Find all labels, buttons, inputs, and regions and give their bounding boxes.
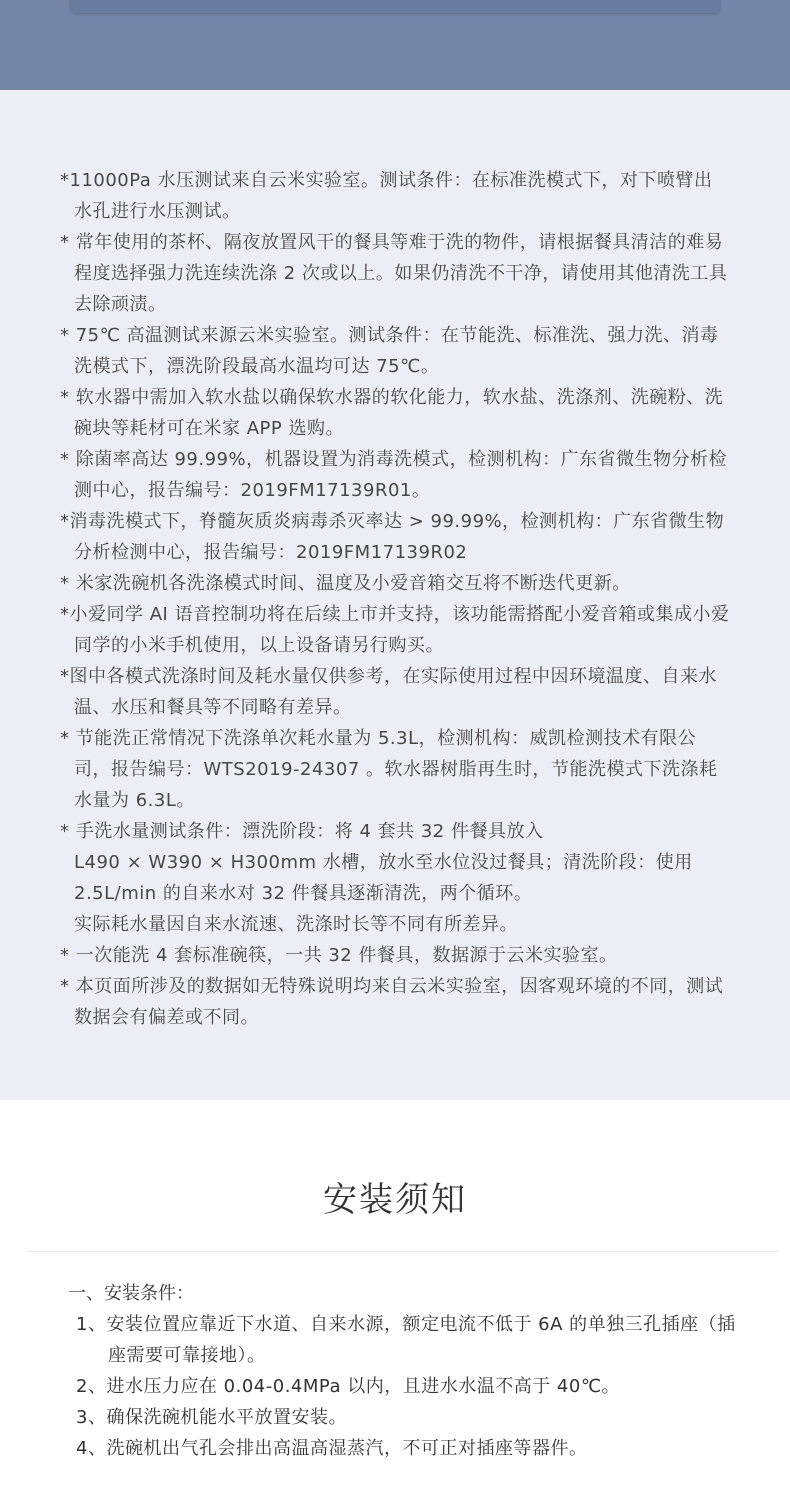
condition-item: 2、进水压力应在 0.04-0.4MPa 以内，且进水水温不高于 40℃。 bbox=[76, 1376, 621, 1397]
condition-item: 1、安装位置应靠近下水道、自来水源，额定电流不低于 6A 的单独三孔插座（插座需要可靠接地）。 bbox=[76, 1314, 736, 1366]
footnote-item: * 米家洗碗机各洗涤模式时间、温度及小爱音箱交互将不断迭代更新。 bbox=[60, 573, 631, 594]
footnote-item: * 本页面所涉及的数据如无特殊说明均来自云米实验室，因客观环境的不同，测试数据会有偏差或不同。 bbox=[60, 976, 724, 1028]
footnote-item: * 75℃ 高温测试来源云米实验室。测试条件：在节能洗、标准洗、强力洗、消毒洗模式下，漂洗阶段最高水温均可达 75℃。 bbox=[60, 325, 719, 377]
footnote-item: *图中各模式洗涤时间及耗水量仅供参考，在实际使用过程中因环境温度、自来水温、水压和餐具等不同略有差异。 bbox=[60, 666, 717, 718]
condition-item: 3、确保洗碗机能水平放置安装。 bbox=[76, 1407, 347, 1428]
top-card-edge bbox=[70, 0, 720, 13]
footnote-item: * 软水器中需加入软水盐以确保软水器的软化能力，软水盐、洗涤剂、洗碗粉、洗碗块等耗材可在米家 APP 选购。 bbox=[60, 387, 724, 439]
footnote-item: *11000Pa 水压测试来自云米实验室。测试条件：在标准洗模式下，对下喷臂出水孔进行水压测试。 bbox=[60, 170, 713, 222]
footnote-item: *小爱同学 AI 语音控制功将在后续上市并支持，该功能需搭配小爱音箱或集成小爱同学的小米手机使用，以上设备请另行购买。 bbox=[60, 604, 730, 656]
footnotes-section bbox=[0, 90, 790, 1100]
footnote-list bbox=[60, 165, 730, 1033]
footnote-item: * 常年使用的茶杯、隔夜放置风干的餐具等难于洗的物件，请根据餐具清洁的难易程度选择强力洗连续洗涤 2 次或以上。如果仍清洗不干净，请使用其他清洗工具去除顽渍。 bbox=[60, 232, 728, 315]
footnote-item: * 节能洗正常情况下洗涤单次耗水量为 5.3L，检测机构：威凯检测技术有限公司，报告编号：WTS2019-24307 。软水器树脂再生时，节能洗模式下洗涤耗水量为 6.3L。 bbox=[60, 728, 718, 811]
footnote-item: *消毒洗模式下，脊髓灰质炎病毒杀灭率达 > 99.99%，检测机构：广东省微生物分析检测中心，报告编号：2019FM17139R02 bbox=[60, 511, 725, 563]
installation-section bbox=[0, 1100, 790, 1487]
footnote-item: * 一次能洗 4 套标准碗筷，一共 32 件餐具，数据源于云米实验室。 bbox=[60, 945, 618, 966]
conditions-list bbox=[76, 1309, 736, 1464]
section-divider bbox=[27, 1251, 779, 1252]
footnote-item: * 手洗水量测试条件：漂洗阶段：将 4 套共 32 件餐具放入 L490 × W390 × H300mm 水槽，放水至水位没过餐具；清洗阶段：使用 2.5L/min 的自来水对 32 件餐具逐渐清洗，两个循环。 实际耗水量因自来水流速、洗涤时长等不同有所差异。 bbox=[60, 821, 693, 935]
section-title: 安装须知 bbox=[323, 1180, 467, 1220]
condition-item: 4、洗碗机出气孔会排出高温高湿蒸汽，不可正对插座等器件。 bbox=[76, 1438, 588, 1459]
footnote-item: * 除菌率高达 99.99%，机器设置为消毒洗模式，检测机构：广东省微生物分析检测中心，报告编号：2019FM17139R01。 bbox=[60, 449, 728, 501]
top-banner bbox=[0, 0, 790, 90]
conditions-heading: 一、安装条件： bbox=[68, 1283, 194, 1304]
